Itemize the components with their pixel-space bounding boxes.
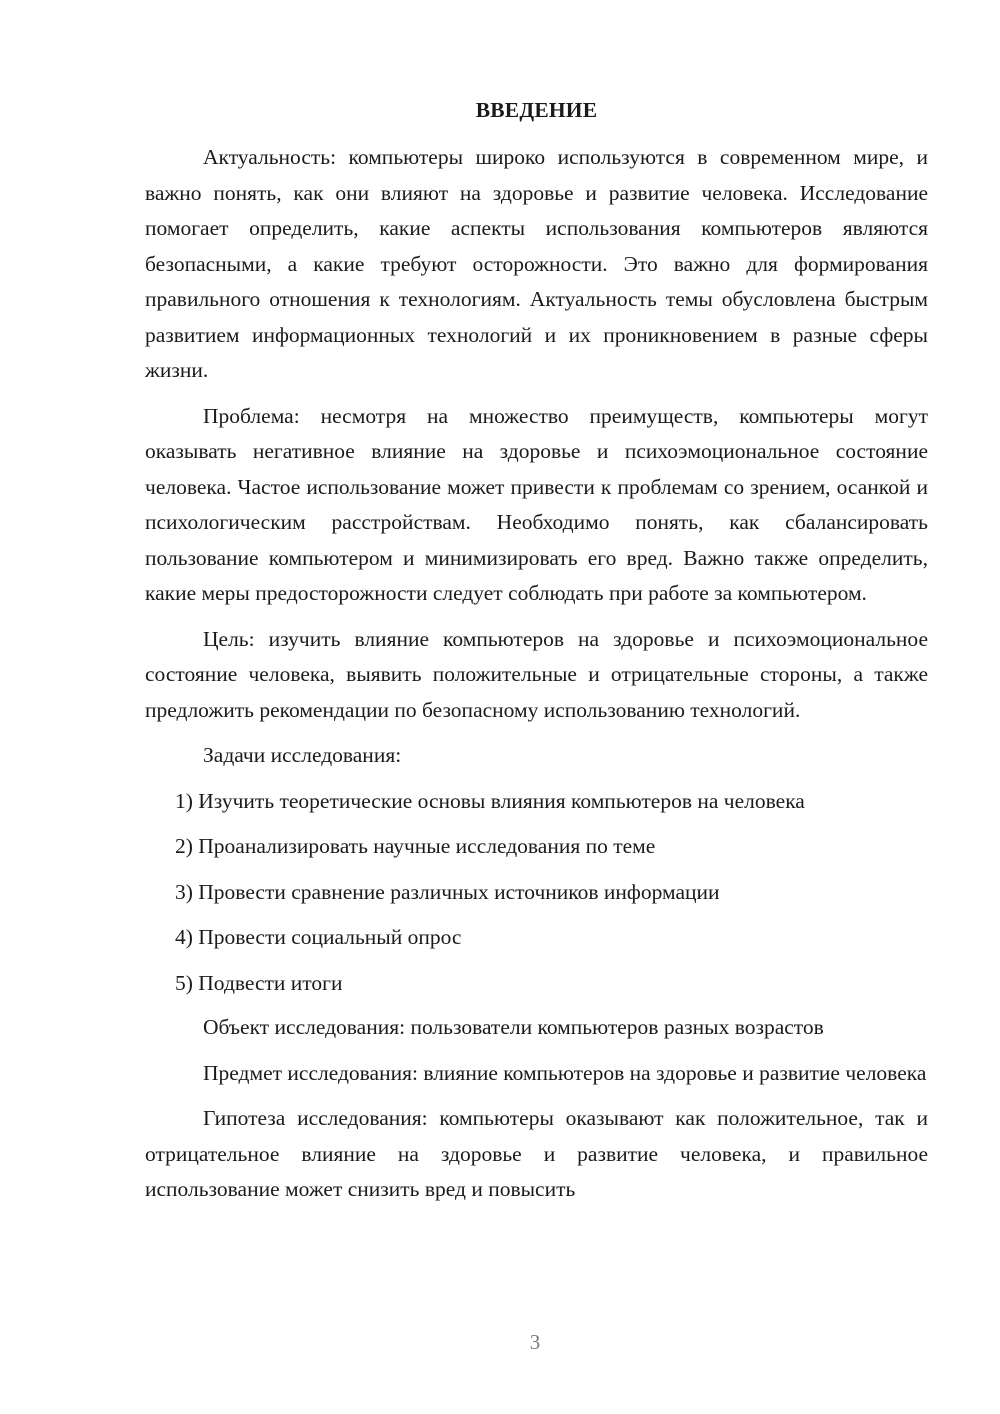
paragraph-goal: Цель: изучить влияние компьютеров на здоровье и психоэмоциональное состояние человека, выявить положительные и отрицательные стороны, а также предложить рекомендации по безопасному использованию технологий. bbox=[145, 626, 928, 722]
paragraph-problem: Проблема: несмотря на множество преимуществ, компьютеры могут оказывать негативное влияние на здоровье и психоэмоциональное состояние человека. Частое использование может привести к проблемам со зрением, осанкой и психологическим расстройствам. Необходимо понять, как сбалансировать пользование компьютером и минимизировать его вред. Важно также определить, какие меры предосторожности следует соблюдать при работе за компьютером. bbox=[145, 403, 928, 605]
paragraph-object: Объект исследования: пользователи компьютеров разных возрастов bbox=[203, 1015, 824, 1039]
list-item: 3) Провести сравнение различных источников информации bbox=[175, 879, 720, 904]
document-body bbox=[145, 92, 928, 1218]
tasks-list bbox=[145, 783, 928, 1001]
paragraph-relevance: Актуальность: компьютеры широко используются в современном мире, и важно понять, как они влияют на здоровье и развитие человека. Исследование помогает определить, какие аспекты использования компьютеров являются безопасными, а какие требуют осторожности. Это важно для формирования правильного отношения к технологиям. Актуальность темы обусловлена быстрым развитием информационных технологий и их проникновением в разные сферы жизни. bbox=[145, 145, 928, 382]
list-item: 4) Провести социальный опрос bbox=[175, 925, 462, 949]
list-item: 5) Подвести итоги bbox=[175, 970, 343, 995]
page-number: 3 bbox=[529, 1330, 541, 1354]
paragraph-hypothesis: Гипотеза исследования: компьютеры оказывают как положительное, так и отрицательное влияние на здоровье и развитие человека, и правильное использование может снизить вред и повысить bbox=[145, 1106, 928, 1201]
paragraph-subject: Предмет исследования: влияние компьютеров на здоровье и развитие человека bbox=[203, 1060, 927, 1085]
list-item: 2) Проанализировать научные исследования по теме bbox=[175, 834, 656, 858]
section-title: ВВЕДЕНИЕ bbox=[475, 98, 598, 122]
list-item: 1) Изучить теоретические основы влияния компьютеров на человека bbox=[175, 788, 805, 813]
tasks-heading: Задачи исследования: bbox=[203, 743, 402, 767]
